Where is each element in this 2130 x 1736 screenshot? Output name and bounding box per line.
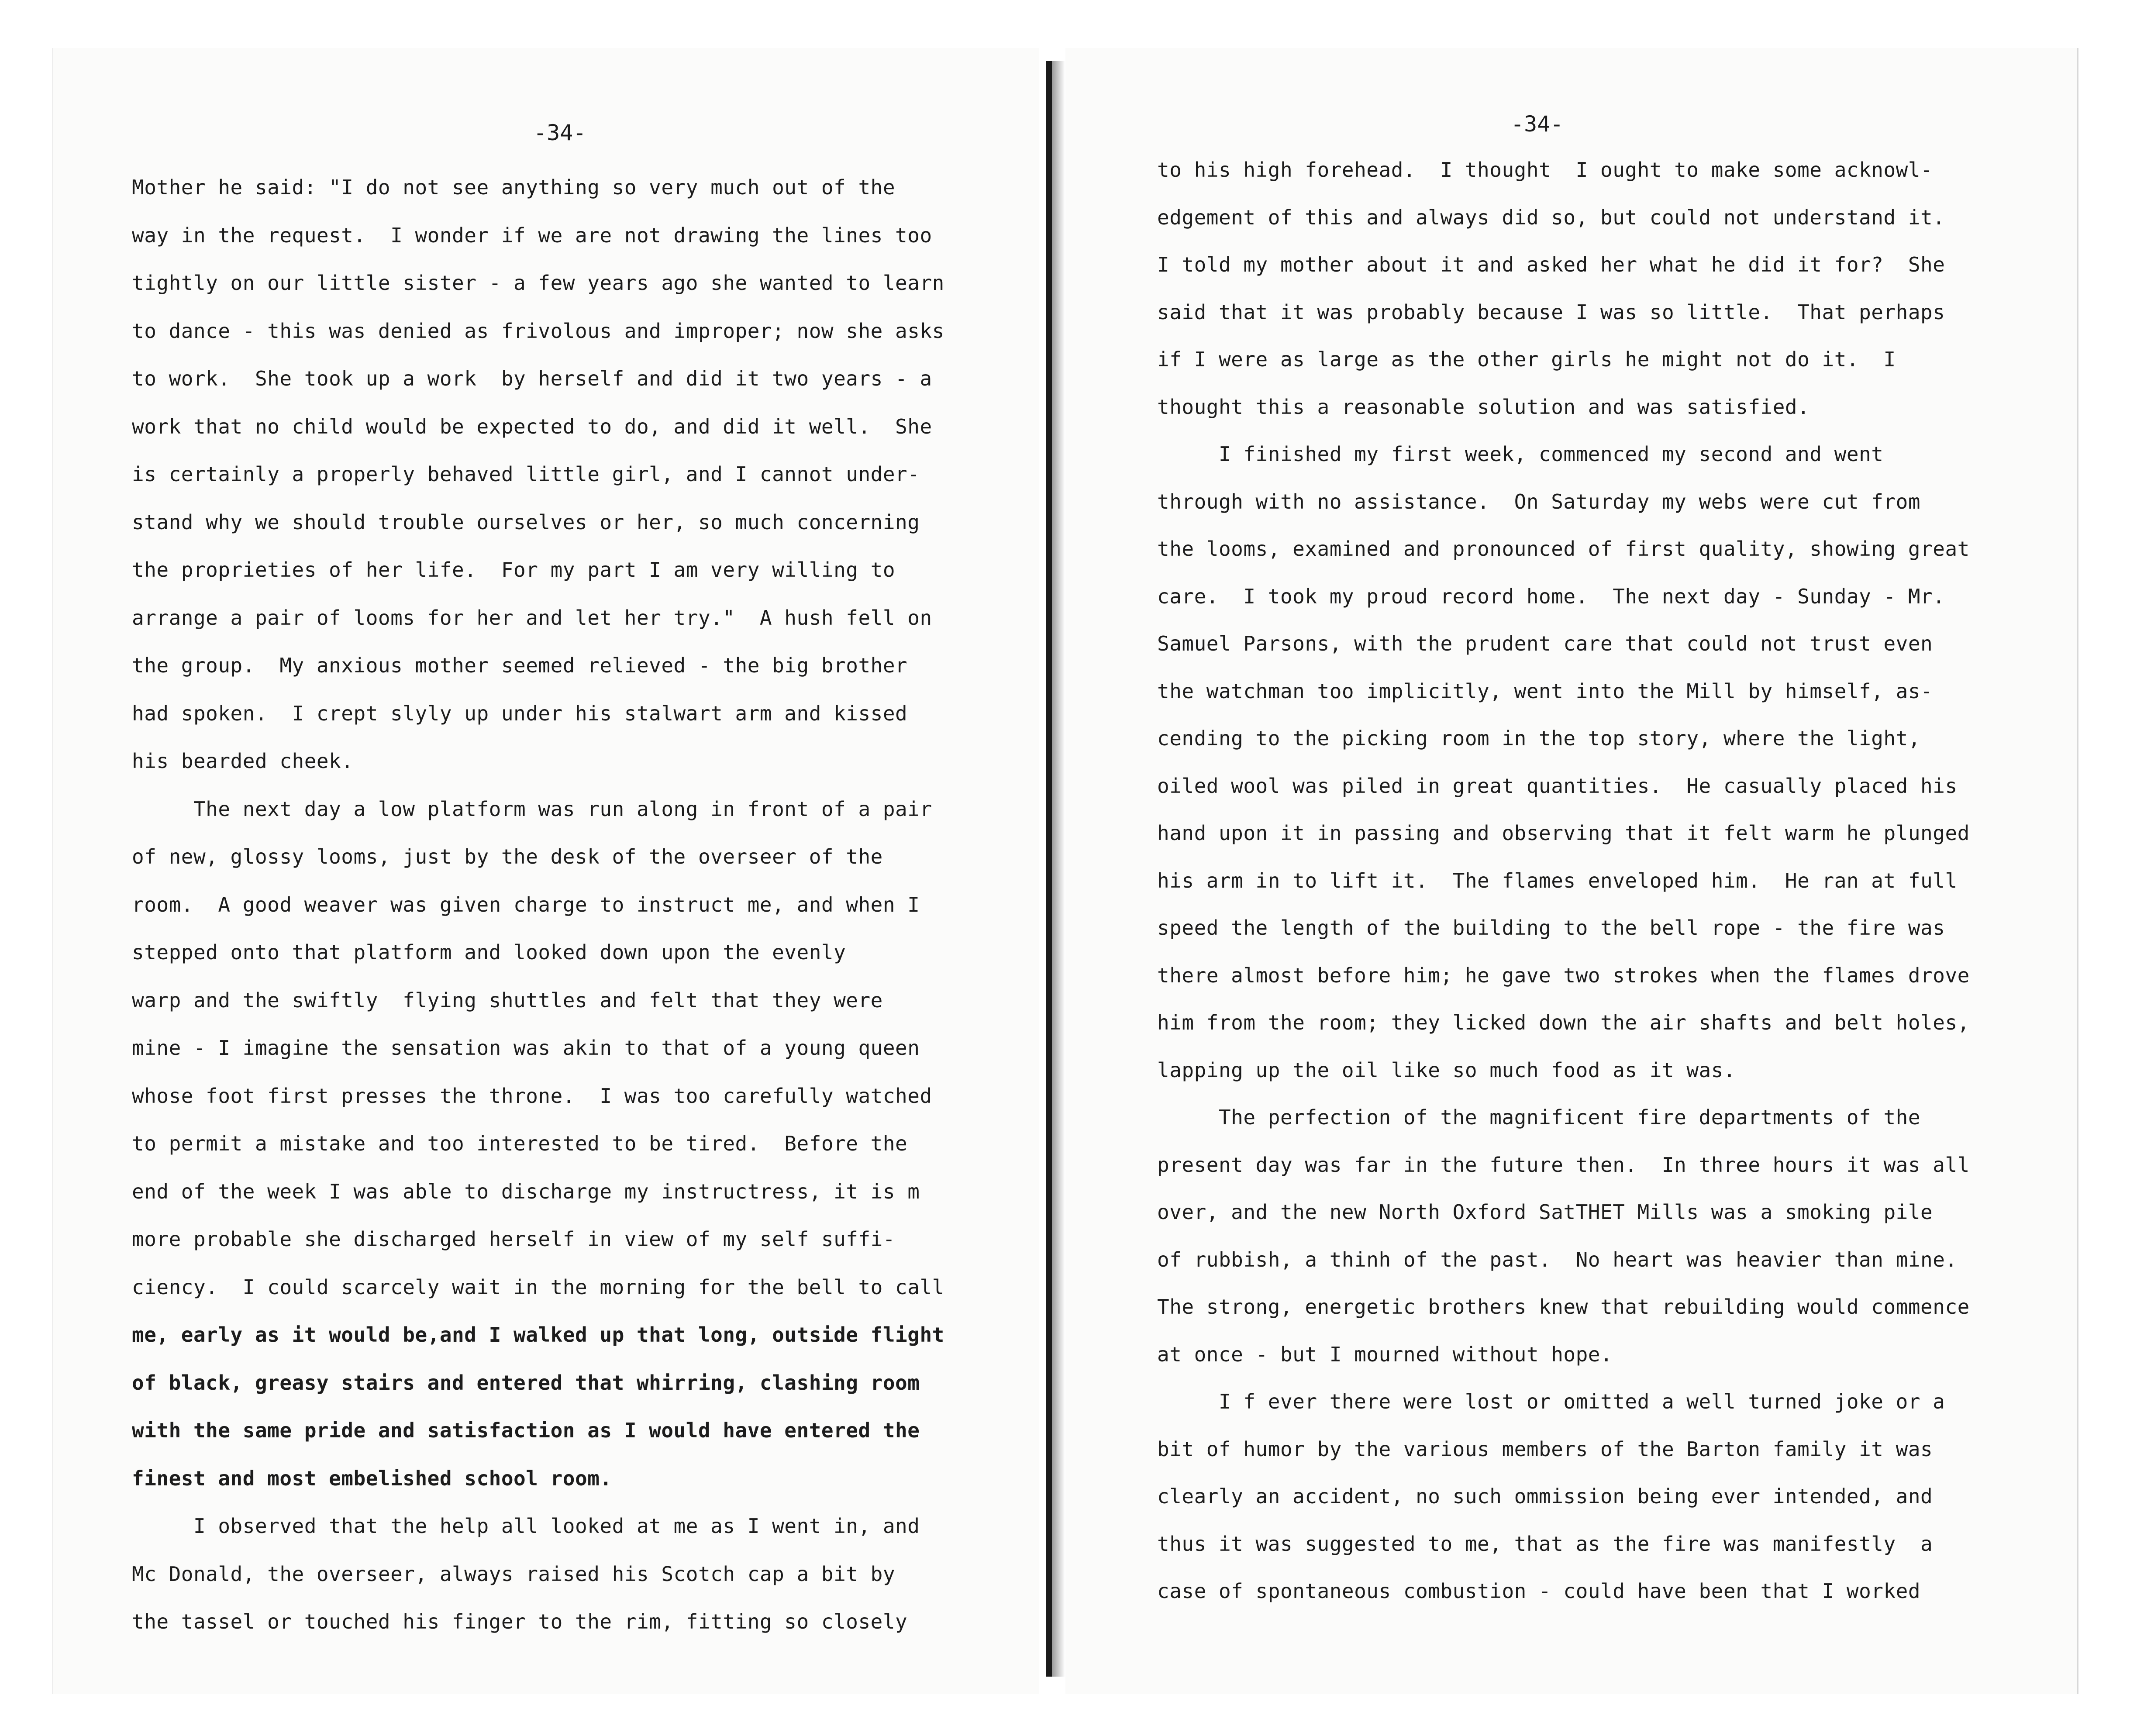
text-line: clearly an accident, no such ommission being ever intended, and — [1157, 1485, 1933, 1508]
text-line: had spoken. I crept slyly up under his stalwart arm and kissed — [132, 701, 908, 725]
text-line: work that no child would be expected to do, and did it well. She — [132, 414, 932, 438]
left-page — [52, 48, 1039, 1694]
text-line: edgement of this and always did so, but could not understand it. — [1157, 205, 1945, 229]
text-line: arrange a pair of looms for her and let her try." A hush fell on — [132, 606, 932, 630]
page-number: -34- — [534, 120, 586, 145]
text-line: ciency. I could scarcely wait in the morning for the bell to call — [132, 1275, 944, 1299]
text-line: Mc Donald, the overseer, always raised his Scotch cap a bit by — [132, 1562, 896, 1586]
text-line: I finished my first week, commenced my second and went — [1157, 442, 1884, 466]
text-line: warp and the swiftly flying shuttles and felt that they were — [132, 988, 883, 1012]
text-line: present day was far in the future then. In three hours it was all — [1157, 1153, 1970, 1177]
text-line: bit of humor by the various members of the Barton family it was — [1157, 1437, 1933, 1461]
text-line: the watchman too implicitly, went into the Mill by himself, as- — [1157, 679, 1933, 703]
text-line: to dance - this was denied as frivolous and improper; now she asks — [132, 319, 944, 343]
text-line: thought this a reasonable solution and was satisfied. — [1157, 395, 1810, 419]
text-line: way in the request. I wonder if we are not drawing the lines too — [132, 223, 932, 247]
text-line: his bearded cheek. — [132, 749, 354, 773]
page-body — [132, 164, 944, 1646]
text-line: if I were as large as the other girls he might not do it. I — [1157, 348, 1896, 371]
text-line: room. A good weaver was given charge to instruct me, and when I — [132, 892, 920, 916]
text-line: I observed that the help all looked at me as I went in, and — [132, 1514, 920, 1538]
page-body — [1157, 146, 1970, 1615]
right-page — [1065, 48, 2078, 1694]
text-line: said that it was probably because I was so little. That perhaps — [1157, 300, 1945, 324]
text-line: The next day a low platform was run along in front of a pair — [132, 797, 932, 821]
binding-shadow — [1052, 61, 1065, 1677]
text-line: through with no assistance. On Saturday my webs were cut from — [1157, 489, 1921, 513]
binding-gutter — [1046, 61, 1052, 1677]
text-line: mine - I imagine the sensation was akin to that of a young queen — [132, 1036, 920, 1060]
text-line: tightly on our little sister - a few years ago she wanted to learn — [132, 271, 944, 295]
text-line: hand upon it in passing and observing that it felt warm he plunged — [1157, 821, 1970, 845]
text-line: cending to the picking room in the top story, where the light, — [1157, 727, 1921, 750]
text-line: over, and the new North Oxford SatTHET Mills was a smoking pile — [1157, 1200, 1933, 1224]
text-line: his arm in to lift it. The flames enveloped him. He ran at full — [1157, 868, 1958, 892]
text-line: at once - but I mourned without hope. — [1157, 1342, 1613, 1366]
text-line: Mother he said: "I do not see anything so very much out of the — [132, 176, 896, 199]
text-line: The perfection of the magnificent fire departments of the — [1157, 1106, 1921, 1129]
text-line: I f ever there were lost or omitted a well turned joke or a — [1157, 1390, 1945, 1413]
text-line: to his high forehead. I thought I ought to make some acknowl- — [1157, 158, 1933, 182]
text-line: with the same pride and satisfaction as I would have entered the — [132, 1419, 920, 1442]
text-line: I told my mother about it and asked her what he did it for? She — [1157, 253, 1945, 276]
text-line: there almost before him; he gave two strokes when the flames drove — [1157, 963, 1970, 987]
text-line: the tassel or touched his finger to the rim, fitting so closely — [132, 1610, 908, 1633]
text-line: is certainly a properly behaved little girl, and I cannot under- — [132, 462, 920, 486]
text-line: to permit a mistake and too interested to be tired. Before the — [132, 1132, 908, 1155]
text-line: of new, glossy looms, just by the desk of the overseer of the — [132, 845, 883, 868]
text-line: to work. She took up a work by herself and did it two years - a — [132, 367, 932, 390]
text-line: the group. My anxious mother seemed relieved - the big brother — [132, 654, 908, 677]
text-line: more probable she discharged herself in view of my self suffi- — [132, 1227, 896, 1251]
text-line: him from the room; they licked down the air shafts and belt holes, — [1157, 1011, 1970, 1034]
text-line: stand why we should trouble ourselves or her, so much concerning — [132, 510, 920, 534]
text-line: case of spontaneous combustion - could have been that I worked — [1157, 1579, 1921, 1603]
text-line: whose foot first presses the throne. I was too carefully watched — [132, 1084, 932, 1108]
text-line: the looms, examined and pronounced of first quality, showing great — [1157, 537, 1970, 561]
text-line: oiled wool was piled in great quantities. He casually placed his — [1157, 774, 1958, 798]
text-line: lapping up the oil like so much food as it was. — [1157, 1058, 1736, 1082]
text-line: me, early as it would be,and I walked up that long, outside flight — [132, 1323, 944, 1347]
text-line: finest and most embelished school room. — [132, 1466, 612, 1490]
text-line: thus it was suggested to me, that as the fire was manifestly a — [1157, 1532, 1933, 1556]
text-line: care. I took my proud record home. The next day - Sunday - Mr. — [1157, 584, 1945, 608]
text-line: end of the week I was able to discharge my instructress, it is m — [132, 1179, 920, 1203]
text-line: speed the length of the building to the bell rope - the fire was — [1157, 916, 1945, 940]
text-line: the proprieties of her life. For my part I am very willing to — [132, 558, 896, 582]
text-line: of rubbish, a thinh of the past. No heart was heavier than mine. — [1157, 1247, 1958, 1271]
page-number: -34- — [1511, 111, 1564, 137]
text-line: of black, greasy stairs and entered that whirring, clashing room — [132, 1371, 920, 1395]
text-line: stepped onto that platform and looked down upon the evenly — [132, 940, 846, 964]
text-line: Samuel Parsons, with the prudent care that could not trust even — [1157, 632, 1933, 655]
text-line: The strong, energetic brothers knew that rebuilding would commence — [1157, 1295, 1970, 1319]
